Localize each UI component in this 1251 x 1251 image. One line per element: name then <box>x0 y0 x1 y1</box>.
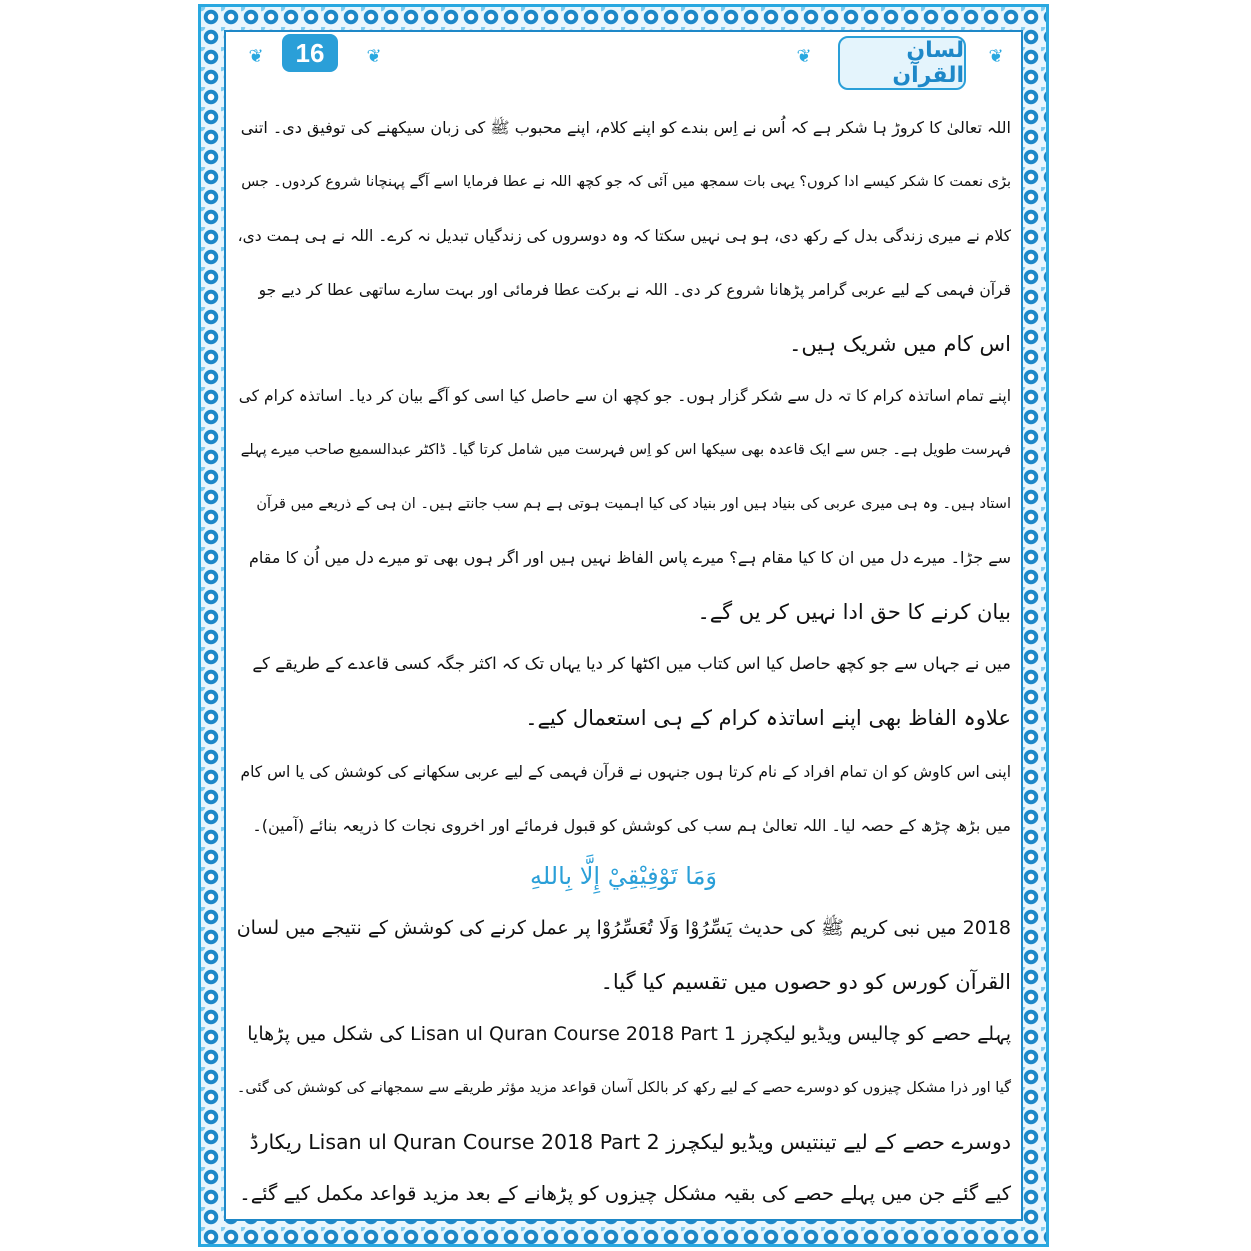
text-line: اس کام میں شریک ہیں۔ <box>789 332 1011 356</box>
text-line: کیے گئے جن میں پہلے حصے کی بقیہ مشکل چیزوں کو پڑھانے کے بعد مزید قواعد مکمل کیے گئے۔ <box>239 1182 1011 1205</box>
text-line: اللہ تعالیٰ کا کروڑ ہا شکر ہے کہ اُس نے اِس بندے کو اپنے کلام، اپنے محبوب ﷺ کی زبان سیکھنے کی توفیق دی۔ اتنی <box>240 118 1011 137</box>
text-line: بڑی نعمت کا شکر کیسے ادا کروں؟ یہی بات سمجھ میں آئی کہ جو کچھ اللہ نے عطا فرمایا اسے آگے پہنچانا شروع کردوں۔ جس <box>241 174 1011 190</box>
text-line: فہرست طویل ہے۔ جس سے ایک قاعدہ بھی سیکھا اس کو اِس فہرست میں شامل کرتا گیا۔ ڈاکٹر عبدالسمیع صاحب میرے پہلے <box>240 442 1011 458</box>
text-line: بیان کرنے کا حق ادا نہیں کر یں گے۔ <box>697 600 1011 624</box>
page-number: 16 <box>282 34 338 72</box>
text-line: میں بڑھ چڑھ کے حصہ لیا۔ اللہ تعالیٰ ہم سب کی کوشش کو قبول فرمائے اور اخروی نجات کا ذریعہ بنائے (آمین)۔ <box>252 816 1011 835</box>
ornament-icon: ❦ <box>366 46 382 67</box>
text-line: گیا اور ذرا مشکل چیزوں کو دوسرے حصے کے لیے رکھ کر بالکل آسان قواعد مزید مؤثر طریقے سے سمجھانے کی کوشش کی گئی۔ <box>236 1080 1011 1096</box>
text-line: اپنے تمام اساتذہ کرام کا تہ دل سے شکر گزار ہوں۔ جو کچھ ان سے حاصل کیا اسی کو آگے بیان کر دیا۔ اساتذہ کرام کی <box>238 387 1011 405</box>
text-line: سے جڑا۔ میرے دل میں ان کا کیا مقام ہے؟ میرے پاس الفاظ نہیں ہیں اور اگر ہوں بھی تو میرے دل میں اُن کا مقام <box>249 548 1011 567</box>
text-line: علاوہ الفاظ بھی اپنے اساتذہ کرام کے ہی استعمال کیے۔ <box>525 706 1011 730</box>
text-line: اپنی اس کاوش کو ان تمام افراد کے نام کرتا ہوں جنہوں نے قرآن فہمی کے لیے عربی سکھانے کی کوشش کی یا اس کام <box>240 763 1011 781</box>
text-line: کلام نے میری زندگی بدل کے رکھ دی، ہو ہی نہیں سکتا کہ وہ دوسروں کی زندگیاں تبدیل نہ کرے۔ اللہ نے ہی ہمت دی، <box>237 227 1011 245</box>
book-title: لسان القرآن <box>838 36 966 90</box>
ornament-icon: ❦ <box>796 46 812 67</box>
text-line: پہلے حصے کو چالیس ویڈیو لیکچرز Lisan ul Quran Course 2018 Part 1 کی شکل میں پڑھایا <box>247 1023 1011 1045</box>
ornament-icon: ❦ <box>248 46 264 67</box>
text-line: 2018 میں نبی کریم ﷺ کی حدیث يَسِّرُوْا وَلَا تُعَسِّرُوْا پر عمل کرنے کی کوشش کے نتیجے میں لسان <box>236 917 1011 939</box>
text-line: میں نے جہاں سے جو کچھ حاصل کیا اس کتاب میں اکٹھا کر دیا یہاں تک کہ اکثر جگہ کسی قاعدے کے طریقے کے <box>252 654 1011 673</box>
text-line: القرآن کورس کو دو حصوں میں تقسیم کیا گیا۔ <box>600 970 1011 994</box>
text-line: استاد ہیں۔ وہ ہی میری عربی کی بنیاد ہیں اور بنیاد کی کیا اہمیت ہوتی ہے ہم سب جانتے ہیں۔ ان ہی کے ذریعے میں قرآن <box>256 496 1011 512</box>
text-line: قرآن فہمی کے لیے عربی گرامر پڑھانا شروع کر دی۔ اللہ نے برکت عطا فرمائی اور بہت سارے ساتھی عطا کر دیے جو <box>258 281 1011 299</box>
quran-phrase: وَمَا تَوْفِيْقِيْ إِلَّا بِاللهِ <box>529 862 718 890</box>
text-line: دوسرے حصے کے لیے تینتیس ویڈیو لیکچرز Lisan ul Quran Course 2018 Part 2 ریکارڈ <box>249 1130 1011 1154</box>
ornament-icon: ❦ <box>988 46 1004 67</box>
